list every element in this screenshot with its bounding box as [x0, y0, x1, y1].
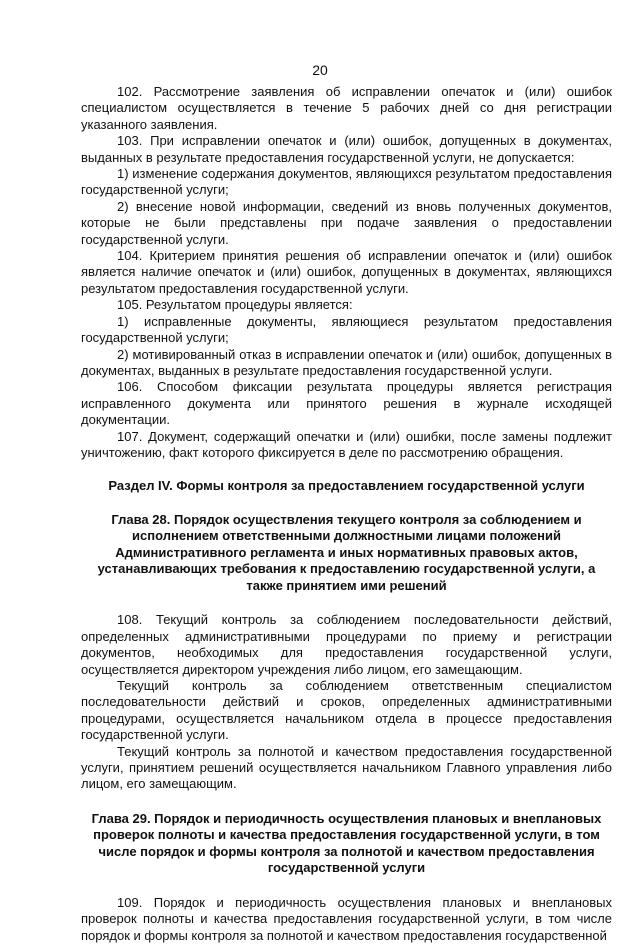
paragraph: 2) мотивированный отказ в исправлении опечаток и (или) ошибок, допущенных в документах, выданных в результате предоставления государственной услуги.: [81, 346, 612, 378]
paragraph: 103. При исправлении опечаток и (или) ошибок, допущенных в документах, выданных в результате предоставления государственной услуги, не допускается:: [81, 133, 612, 165]
paragraph: 106. Способом фиксации результата процедуры является регистрация исправленного документа или принятого решения в журнале исходящей документации.: [81, 379, 612, 428]
paragraph: 102. Рассмотрение заявления об исправлении опечаток и (или) ошибок специалистом осуществляется в течение 5 рабочих дней со дня регистрации указанного заявления.: [81, 84, 612, 132]
paragraph: 1) исправленные документы, являющиеся результатом предоставления государственной услуги;: [81, 313, 612, 346]
paragraph: 105. Результатом процедуры является:: [117, 297, 353, 313]
page-number: 20: [312, 62, 328, 78]
paragraph: Текущий контроль за полнотой и качеством предоставления государственной услуги, принятием решений осуществляется начальником Главного управления либо лицом, его замещающим.: [81, 743, 612, 792]
paragraph: 2) внесение новой информации, сведений из вновь полученных документов, которые не были представлены при подаче заявления о предоставлении государственной услуги.: [81, 198, 612, 247]
paragraph: 108. Текущий контроль за соблюдением последовательности действий, определенных административными процедурами по приему и регистрации документов, необходимых для предоставления государственной услуги, осуществляется директором учреждения либо лицом, его замещающим.: [81, 612, 612, 677]
paragraph: 109. Порядок и периодичность осуществления плановых и внеплановых проверок полноты и качества предоставления государственной услуги, в том числе порядок и формы контроля за полнотой и качеством предоставления государственной: [81, 894, 612, 943]
document-body: [81, 84, 612, 944]
paragraph: 107. Документ, содержащий опечатки и (или) ошибки, после замены подлежит уничтожению, факт которого фиксируется в деле по рассмотрению обращения.: [81, 428, 612, 460]
chapter-heading: Глава 28. Порядок осуществления текущего контроля за соблюдением и исполнением ответственными должностными лицами положений Административного регламента и иных нормативных правовых актов, устанавливающих требования к предоставлению государственной услуги, а также принятием ими решений: [97, 511, 596, 593]
paragraph: 1) изменение содержания документов, являющихся результатом предоставления государственной услуги;: [81, 166, 612, 198]
chapter-heading: Глава 29. Порядок и периодичность осуществления плановых и внеплановых проверок полноты и качества предоставления государственной услуги, в том числе порядок и формы контроля за полнотой и качеством предоставления государственной услуги: [91, 810, 602, 876]
paragraph: 104. Критерием принятия решения об исправлении опечаток и (или) ошибок является наличие опечаток и (или) ошибок, допущенных в документах, являющихся результатом предоставления государственной услуги.: [81, 248, 612, 296]
section-heading: Раздел IV. Формы контроля за предоставлением государственной услуги: [108, 478, 585, 494]
paragraph: Текущий контроль за соблюдением ответственным специалистом последовательности действий и сроков, определенных административными процедурами, осуществляется начальником отдела в процессе предоставления государственной услуги.: [81, 677, 612, 743]
